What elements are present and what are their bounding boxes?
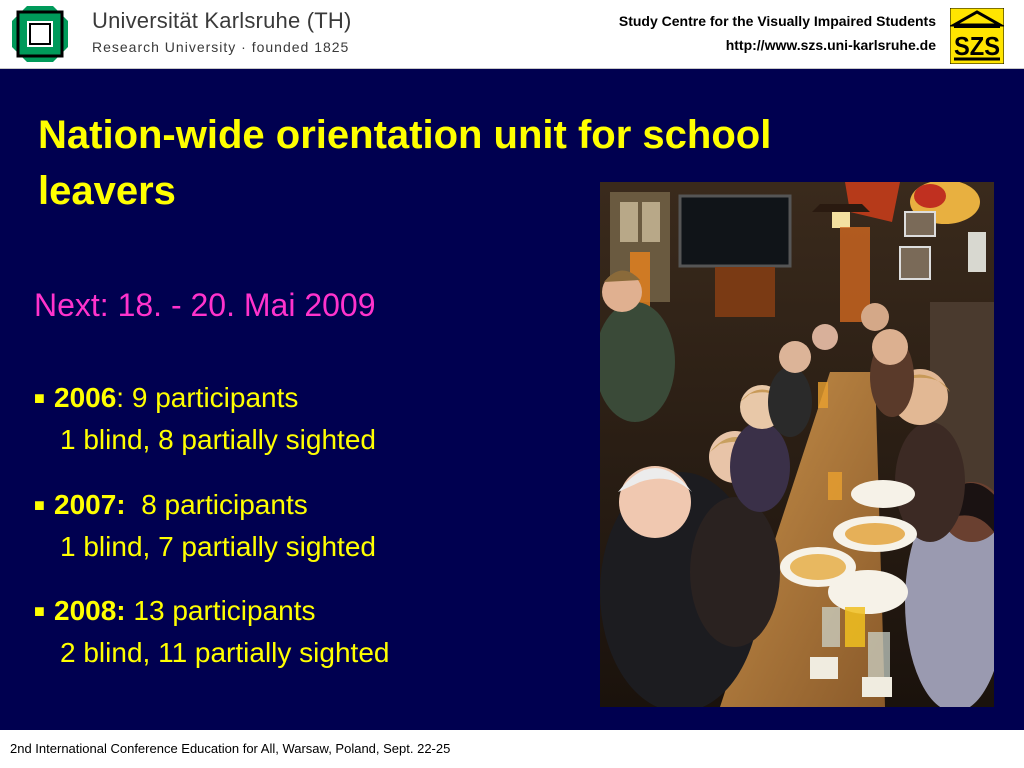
slide-title: Nation-wide orientation unit for school leavers xyxy=(38,113,772,213)
participants-detail: 1 blind, 8 partially sighted xyxy=(60,424,376,455)
university-logo-icon xyxy=(10,4,70,64)
slide-body xyxy=(0,69,1024,730)
year-label: 2006 xyxy=(54,382,117,413)
next-event-date: Next: 18. - 20. Mai 2009 xyxy=(34,287,376,323)
participants-count: 13 participants xyxy=(133,595,316,626)
square-bullet-icon: ■ xyxy=(34,495,45,515)
footer-bar xyxy=(0,730,1024,768)
szs-logo-icon xyxy=(950,8,1004,64)
year-label: 2007: xyxy=(54,489,126,520)
list-item xyxy=(34,484,574,568)
university-tagline: Research University · founded 1825 xyxy=(92,39,350,55)
separator: : xyxy=(116,382,132,413)
footer-conference-text: 2nd International Conference Education for All, Warsaw, Poland, Sept. 22-25 xyxy=(10,741,451,756)
participants-detail: 2 blind, 11 partially sighted xyxy=(60,637,390,668)
separator xyxy=(126,489,142,520)
year-label: 2008: xyxy=(54,595,126,626)
list-item xyxy=(34,590,574,674)
square-bullet-icon: ■ xyxy=(34,601,45,621)
centre-name: Study Centre for the Visually Impaired Students xyxy=(618,13,936,29)
participants-count: 9 participants xyxy=(131,382,299,413)
university-name: Universität Karlsruhe (TH) xyxy=(92,8,352,33)
centre-url-link[interactable]: http://www.szs.uni-karlsruhe.de xyxy=(725,37,936,53)
szs-logo-text: SZS xyxy=(954,31,1000,61)
participants-detail: 1 blind, 7 partially sighted xyxy=(60,531,376,562)
square-bullet-icon: ■ xyxy=(34,388,45,408)
participants-count: 8 participants xyxy=(141,489,308,520)
list-item xyxy=(34,377,574,461)
header-bar xyxy=(0,0,1024,69)
group-dinner-photo xyxy=(600,182,994,707)
